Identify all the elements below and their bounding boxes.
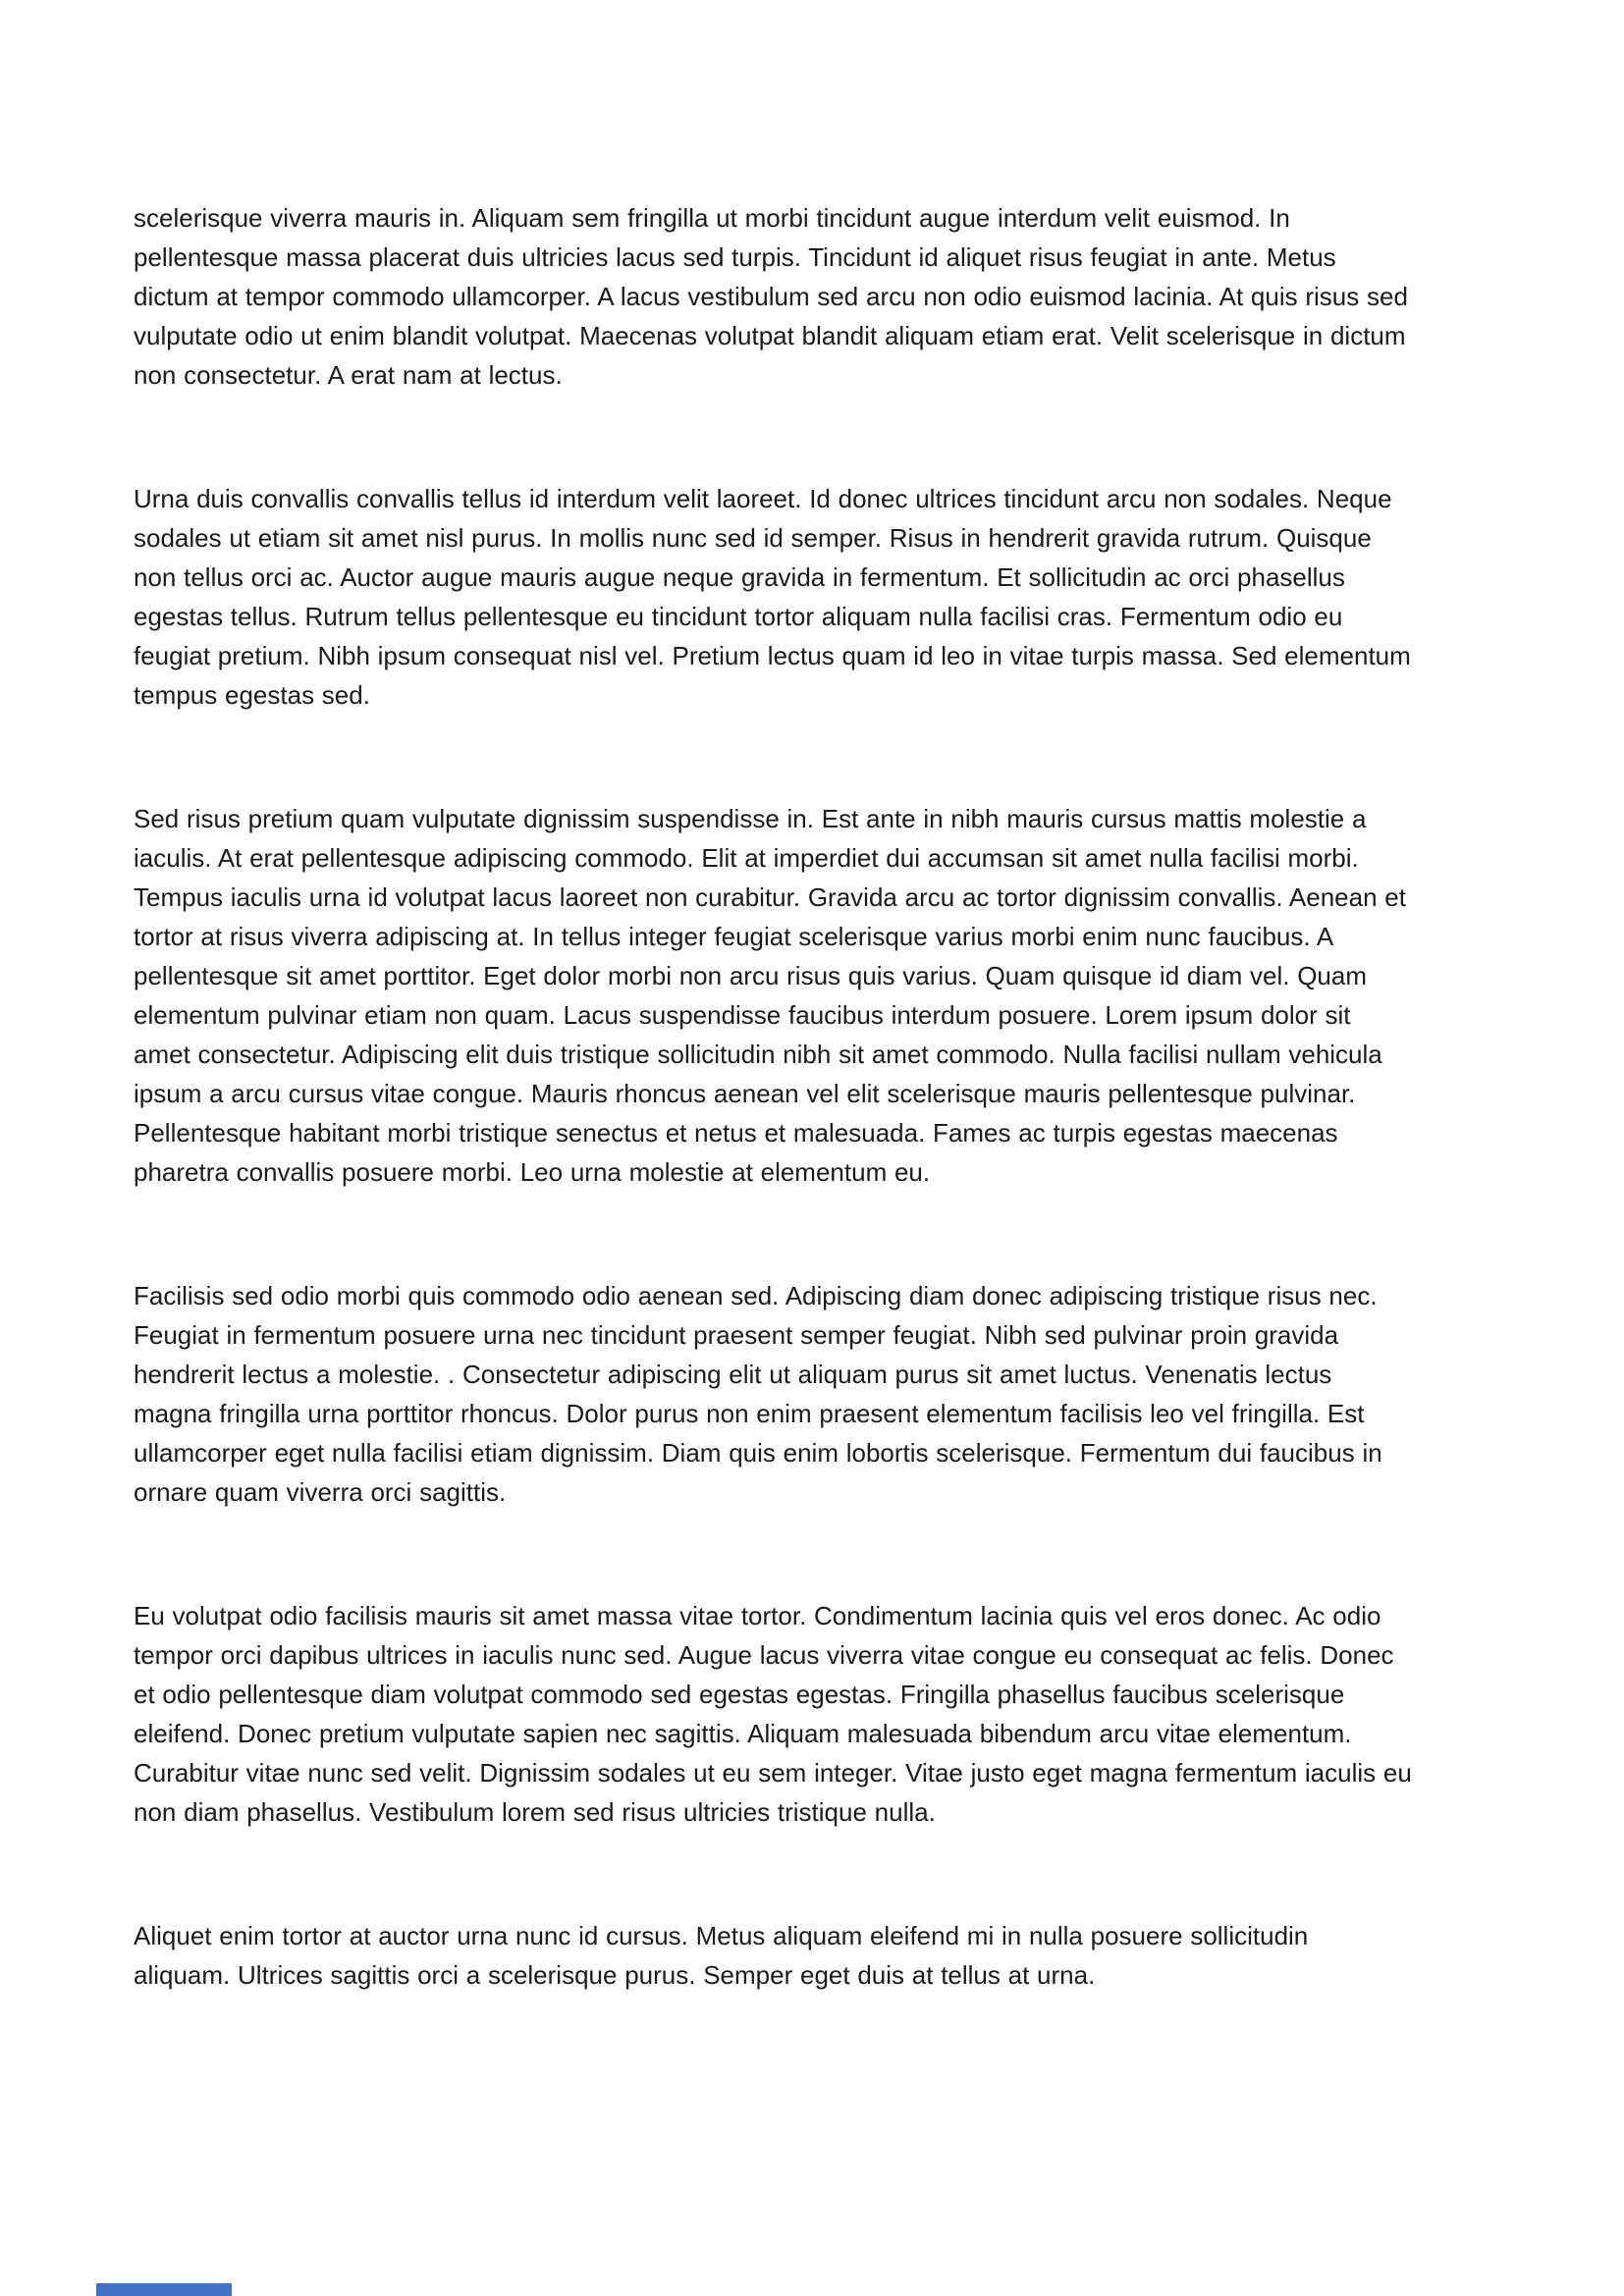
paragraph-6: Aliquet enim tortor at auctor urna nunc id cursus. Metus aliquam eleifend mi in nulla posuere sollicitudin aliquam. Ultrices sagittis orci a scelerisque purus. Semper eget duis at tellus at urna. [134, 1921, 1309, 1990]
paragraph-1: scelerisque viverra mauris in. Aliquam sem fringilla ut morbi tincidunt augue interdum velit euismod. In pellentesque massa placerat duis ultricies lacus sed turpis. Tincidunt id aliquet risus feugiat in ante. Metus dictum at tempor commodo ullamcorper. A lacus vestibulum sed arcu non odio euismod lacinia. At quis risus sed vulputate odio ut enim blandit volutpat. Maecenas volutpat blandit aliquam etiam erat. Velit scelerisque in dictum non consectetur. A erat nam at lectus. [134, 203, 1408, 390]
paragraph-5: Eu volutpat odio facilisis mauris sit amet massa vitae tortor. Condimentum lacinia quis vel eros donec. Ac odio tempor orci dapibus ultrices in iaculis nunc sed. Augue lacus viverra vitae congue eu consequat ac felis. Donec et odio pellentesque diam volutpat commodo sed egestas egestas. Fringilla phasellus faucibus scelerisque eleifend. Donec pretium vulputate sapien nec sagittis. Aliquam malesuada bibendum arcu vitae elementum. Curabitur vitae nunc sed velit. Dignissim sodales ut eu sem integer. Vitae justo eget magna fermentum iaculis eu non diam phasellus. Vestibulum lorem sed risus ultricies tristique nulla. [134, 1601, 1412, 1827]
paragraph-2: Urna duis convallis convallis tellus id interdum velit laoreet. Id donec ultrices tincidunt arcu non sodales. Neque sodales ut etiam sit amet nisl purus. In mollis nunc sed id semper. Risus in hendrerit gravida rutrum. Quisque non tellus orci ac. Auctor augue mauris augue neque gravida in fermentum. Et sollicitudin ac orci phasellus egestas tellus. Rutrum tellus pellentesque eu tincidunt tortor aliquam nulla facilisi cras. Fermentum odio eu feugiat pretium. Nibh ipsum consequat nisl vel. Pretium lectus quam id leo in vitae turpis massa. Sed elementum tempus egestas sed. [134, 484, 1411, 710]
paragraph-3: Sed risus pretium quam vulputate dignissim suspendisse in. Est ante in nibh mauris cursus mattis molestie a iaculis. At erat pellentesque adipiscing commodo. Elit at imperdiet dui accumsan sit amet nulla facilisi morbi. Tempus iaculis urna id volutpat lacus laoreet non curabitur. Gravida arcu ac tortor dignissim convallis. Aenean et tortor at risus viverra adipiscing at. In tellus integer feugiat scelerisque varius morbi enim nunc faucibus. A pellentesque sit amet porttitor. Eget dolor morbi non arcu risus quis varius. Quam quisque id diam vel. Quam elementum pulvinar etiam non quam. Lacus suspendisse faucibus interdum posuere. Lorem ipsum dolor sit amet consectetur. Adipiscing elit duis tristique sollicitudin nibh sit amet commodo. Nulla facilisi nullam vehicula ipsum a arcu cursus vitae congue. Mauris rhoncus aenean vel elit scelerisque mauris pellentesque pulvinar. Pellentesque habitant morbi tristique senectus et netus et malesuada. Fames ac turpis egestas maecenas pharetra convallis posuere morbi. Leo urna molestie at elementum eu. [134, 804, 1406, 1187]
paragraph-4: Facilisis sed odio morbi quis commodo odio aenean sed. Adipiscing diam donec adipiscing tristique risus nec. Feugiat in fermentum posuere urna nec tincidunt praesent semper feugiat. Nibh sed pulvinar proin gravida hendrerit lectus a molestie. . Consectetur adipiscing elit ut aliquam purus sit amet luctus. Venenatis lectus magna fringilla urna porttitor rhoncus. Dolor purus non enim praesent elementum facilisis leo vel fringilla. Est ullamcorper eget nulla facilisi etiam dignissim. Diam quis enim lobortis scelerisque. Fermentum dui faucibus in ornare quam viverra orci sagittis. [134, 1281, 1382, 1507]
clipped-blue-element [96, 2283, 232, 2296]
